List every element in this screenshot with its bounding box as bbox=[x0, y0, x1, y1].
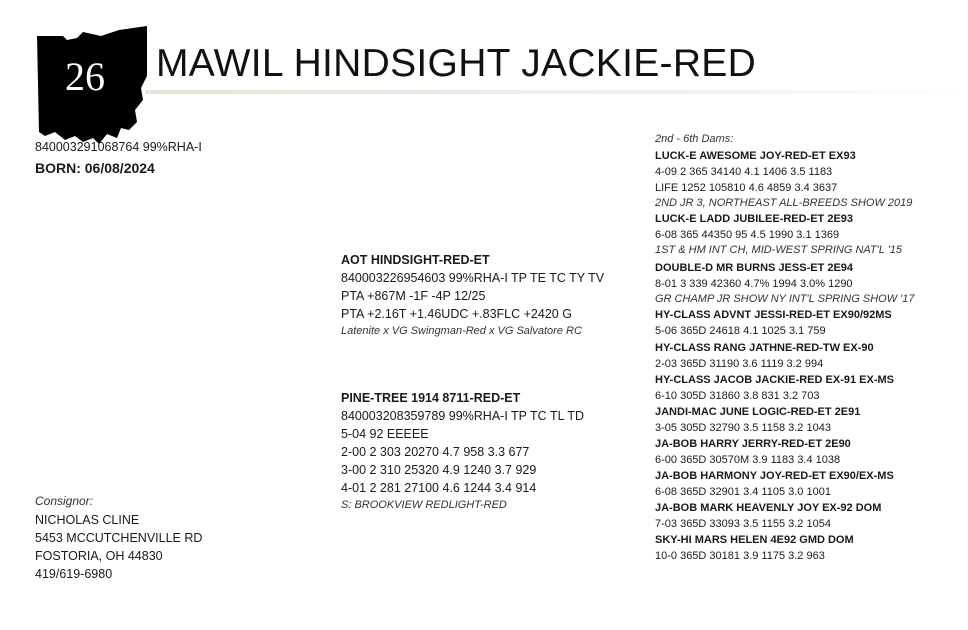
dam-record: 4-01 2 281 27100 4.6 1244 3.4 914 bbox=[341, 481, 537, 495]
dam-record: 3-00 2 310 25320 4.9 1240 3.7 929 bbox=[341, 463, 537, 477]
ancestor-dam-record: 6-10 305D 31860 3.8 831 3.2 703 bbox=[655, 390, 820, 402]
consignor-name: NICHOLAS CLINE bbox=[35, 513, 140, 527]
ancestor-dam-name: JA-BOB HARRY JERRY-RED-ET 2E90 bbox=[655, 438, 851, 450]
ancestor-dam-name: LUCK-E AWESOME JOY-RED-ET EX93 bbox=[655, 150, 856, 162]
dam-name: PINE-TREE 1914 8711-RED-ET bbox=[341, 391, 521, 405]
ancestor-dam-name: JANDI-MAC JUNE LOGIC-RED-ET 2E91 bbox=[655, 406, 861, 418]
ancestor-dam-name: HY-CLASS RANG JATHNE-RED-TW EX-90 bbox=[655, 342, 874, 354]
ancestor-dam-name: SKY-HI MARS HELEN 4E92 GMD DOM bbox=[655, 534, 854, 546]
dam-registration: 840003208359789 99%RHA-I TP TC TL TD bbox=[341, 409, 584, 423]
ancestor-dam-name: LUCK-E LADD JUBILEE-RED-ET 2E93 bbox=[655, 213, 854, 225]
ancestor-dam-record: 3-05 305D 32790 3.5 1158 3.2 1043 bbox=[655, 422, 831, 434]
sire-pedigree: Latenite x VG Swingman-Red x VG Salvatore RC bbox=[341, 325, 582, 337]
ancestor-dam-record: 7-03 365D 33093 3.5 1155 3.2 1054 bbox=[655, 518, 831, 530]
ancestor-dam-name: DOUBLE-D MR BURNS JESS-ET 2E94 bbox=[655, 262, 854, 274]
ancestor-dam-record: 6-08 365 44350 95 4.5 1990 3.1 1369 bbox=[655, 229, 840, 241]
consignor-phone: 419/619-6980 bbox=[35, 567, 113, 581]
ancestor-dam-record: 6-00 365D 30570M 3.9 1183 3.4 1038 bbox=[655, 454, 841, 466]
lot-number: 26 bbox=[65, 54, 105, 99]
ancestor-dam-record: 10-0 365D 30181 3.9 1175 3.2 963 bbox=[655, 550, 825, 562]
ancestor-dam-record: 6-08 365D 32901 3.4 1105 3.0 1001 bbox=[655, 486, 831, 498]
page-title: MAWIL HINDSIGHT JACKIE-RED bbox=[156, 42, 757, 85]
consignor-label: Consignor: bbox=[35, 494, 94, 508]
ancestor-dam-name: HY-CLASS ADVNT JESSI-RED-ET EX90/92MS bbox=[655, 309, 892, 321]
ancestor-dam-record: 2-03 365D 31190 3.6 1119 3.2 994 bbox=[655, 358, 824, 370]
ancestor-dam-record: 8-01 3 339 42360 4.7% 1994 3.0% 1290 bbox=[655, 278, 853, 290]
ancestor-dam-note: 2ND JR 3, NORTHEAST ALL-BREEDS SHOW 2019 bbox=[655, 197, 913, 209]
ancestor-dam-note: GR CHAMP JR SHOW NY INT'L SPRING SHOW '17 bbox=[655, 293, 915, 305]
consignor-address: 5453 MCCUTCHENVILLE RD bbox=[35, 531, 203, 545]
consignor-city: FOSTORIA, OH 44830 bbox=[35, 549, 163, 563]
sire-pta-type: PTA +2.16T +1.46UDC +.83FLC +2420 G bbox=[341, 307, 572, 321]
sire-name: AOT HINDSIGHT-RED-ET bbox=[341, 253, 490, 267]
sire-pta-production: PTA +867M -1F -4P 12/25 bbox=[341, 289, 486, 303]
ancestor-dam-name: JA-BOB HARMONY JOY-RED-ET EX90/EX-MS bbox=[655, 470, 894, 482]
ancestor-dam-lifetime: LIFE 1252 105810 4.6 4859 3.4 3637 bbox=[655, 182, 838, 194]
ancestor-dam-record: 5-06 365D 24618 4.1 1025 3.1 759 bbox=[655, 325, 826, 337]
birth-date: BORN: 06/08/2024 bbox=[35, 160, 155, 176]
dam-sire-note: S: BROOKVIEW REDLIGHT-RED bbox=[341, 499, 507, 511]
ancestor-dam-note: 1ST & HM INT CH, MID-WEST SPRING NAT'L '15 bbox=[655, 244, 903, 256]
sire-registration: 840003226954603 99%RHA-I TP TE TC TY TV bbox=[341, 271, 605, 285]
dam-record: 2-00 2 303 20270 4.7 958 3.3 677 bbox=[341, 445, 530, 459]
ancestor-dam-name: JA-BOB MARK HEAVENLY JOY EX-92 DOM bbox=[655, 502, 882, 514]
dam-classification: 5-04 92 EEEEE bbox=[341, 427, 429, 441]
ancestor-dam-record: 4-09 2 365 34140 4.1 1406 3.5 1183 bbox=[655, 166, 833, 178]
ancestor-dam-name: HY-CLASS JACOB JACKIE-RED EX-91 EX-MS bbox=[655, 374, 894, 386]
header-divider bbox=[145, 90, 968, 94]
dams-heading: 2nd - 6th Dams: bbox=[655, 133, 734, 145]
animal-registration: 840003291068764 99%RHA-I bbox=[35, 140, 202, 154]
